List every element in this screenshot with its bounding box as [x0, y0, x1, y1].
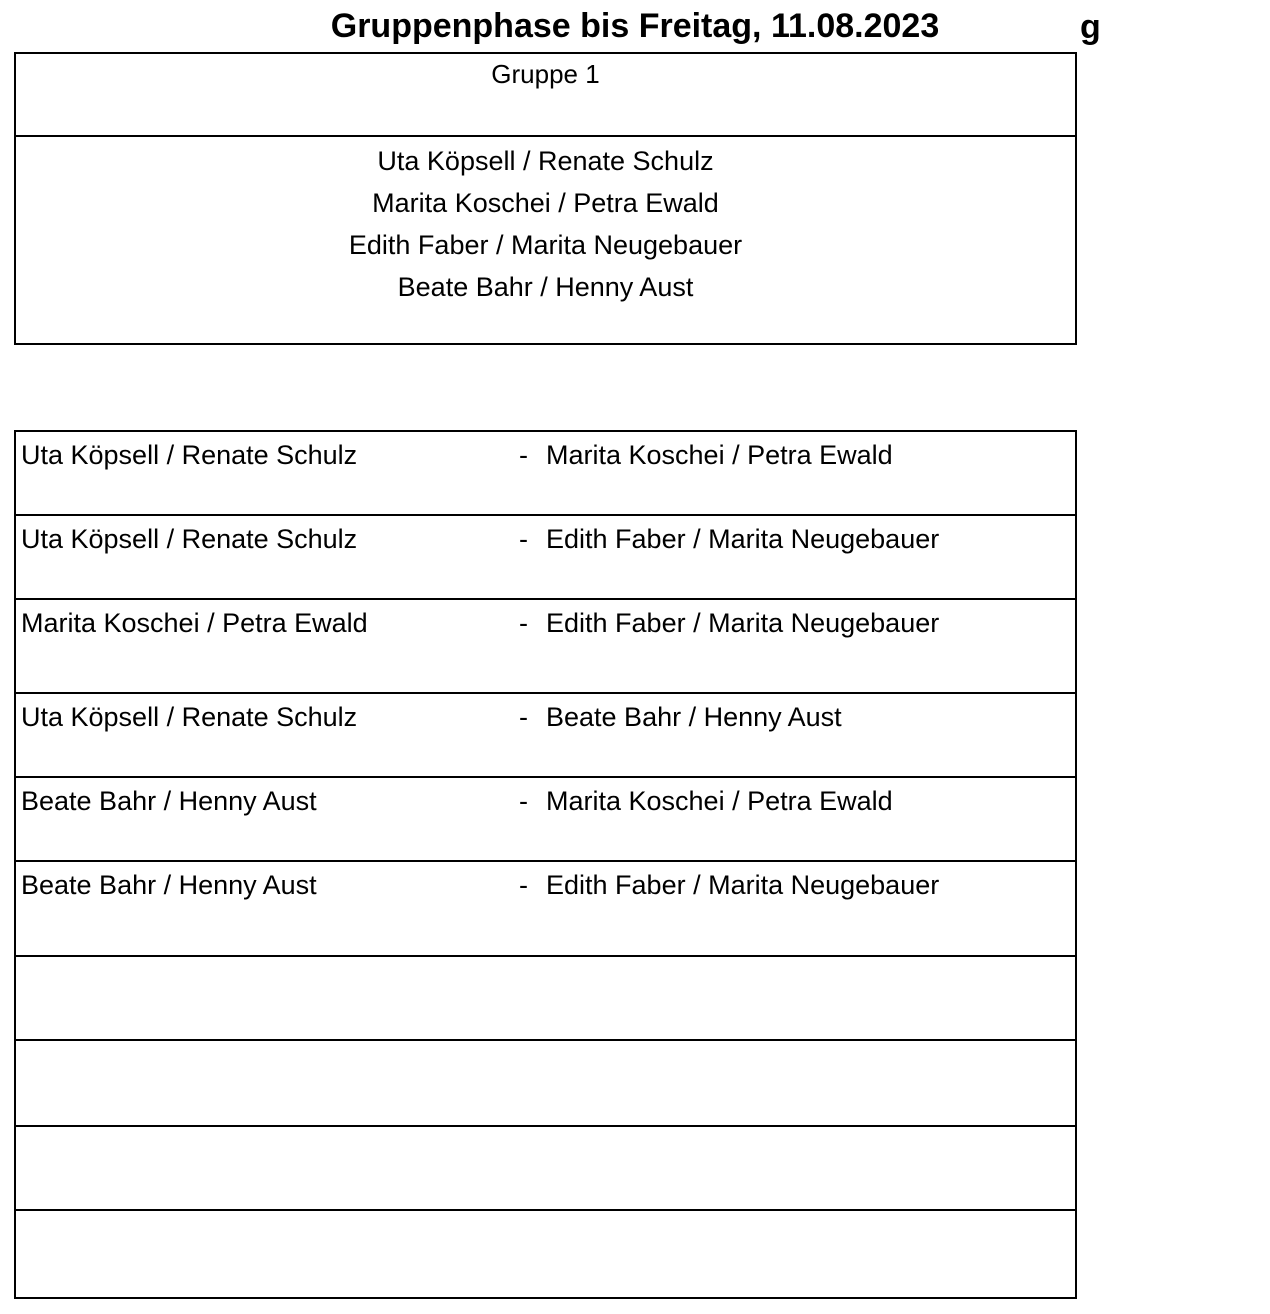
match-away-team: Marita Koschei / Petra Ewald: [546, 440, 893, 470]
clipped-title-glyph: g: [1080, 8, 1101, 46]
match-home-team: Beate Bahr / Henny Aust: [21, 870, 317, 900]
match-row-empty: [16, 957, 1075, 1041]
match-away-team: Edith Faber / Marita Neugebauer: [546, 524, 940, 554]
page-title: Gruppenphase bis Freitag, 11.08.2023: [330, 7, 940, 45]
match-row: [16, 778, 1075, 862]
match-home-team: Beate Bahr / Henny Aust: [21, 786, 317, 816]
match-away-team: Beate Bahr / Henny Aust: [546, 702, 842, 732]
match-separator: -: [519, 440, 528, 470]
match-separator: -: [519, 870, 528, 900]
match-home-team: Uta Köpsell / Renate Schulz: [21, 440, 358, 470]
group-member: Uta Köpsell / Renate Schulz: [377, 146, 714, 176]
match-row: [16, 516, 1075, 600]
match-separator: -: [519, 608, 528, 638]
matches-table: [14, 430, 1077, 1299]
group-member: Beate Bahr / Henny Aust: [397, 272, 694, 302]
match-row-empty: [16, 1127, 1075, 1211]
match-separator: -: [519, 702, 528, 732]
match-away-team: Marita Koschei / Petra Ewald: [546, 786, 893, 816]
match-home-team: Marita Koschei / Petra Ewald: [21, 608, 368, 638]
match-row: [16, 600, 1075, 694]
group-name: Gruppe 1: [16, 54, 1075, 137]
match-row: [16, 694, 1075, 778]
group-box: [14, 52, 1077, 345]
match-row-empty: [16, 1041, 1075, 1127]
group-member: Edith Faber / Marita Neugebauer: [348, 230, 743, 260]
match-home-team: Uta Köpsell / Renate Schulz: [21, 524, 358, 554]
match-home-team: Uta Köpsell / Renate Schulz: [21, 702, 358, 732]
match-away-team: Edith Faber / Marita Neugebauer: [546, 870, 940, 900]
match-row-empty: [16, 1211, 1075, 1299]
match-row: [16, 432, 1075, 516]
match-separator: -: [519, 524, 528, 554]
group-member-list: [16, 140, 1075, 308]
group-member: Marita Koschei / Petra Ewald: [372, 188, 719, 218]
match-row: [16, 862, 1075, 957]
match-separator: -: [519, 786, 528, 816]
match-away-team: Edith Faber / Marita Neugebauer: [546, 608, 940, 638]
